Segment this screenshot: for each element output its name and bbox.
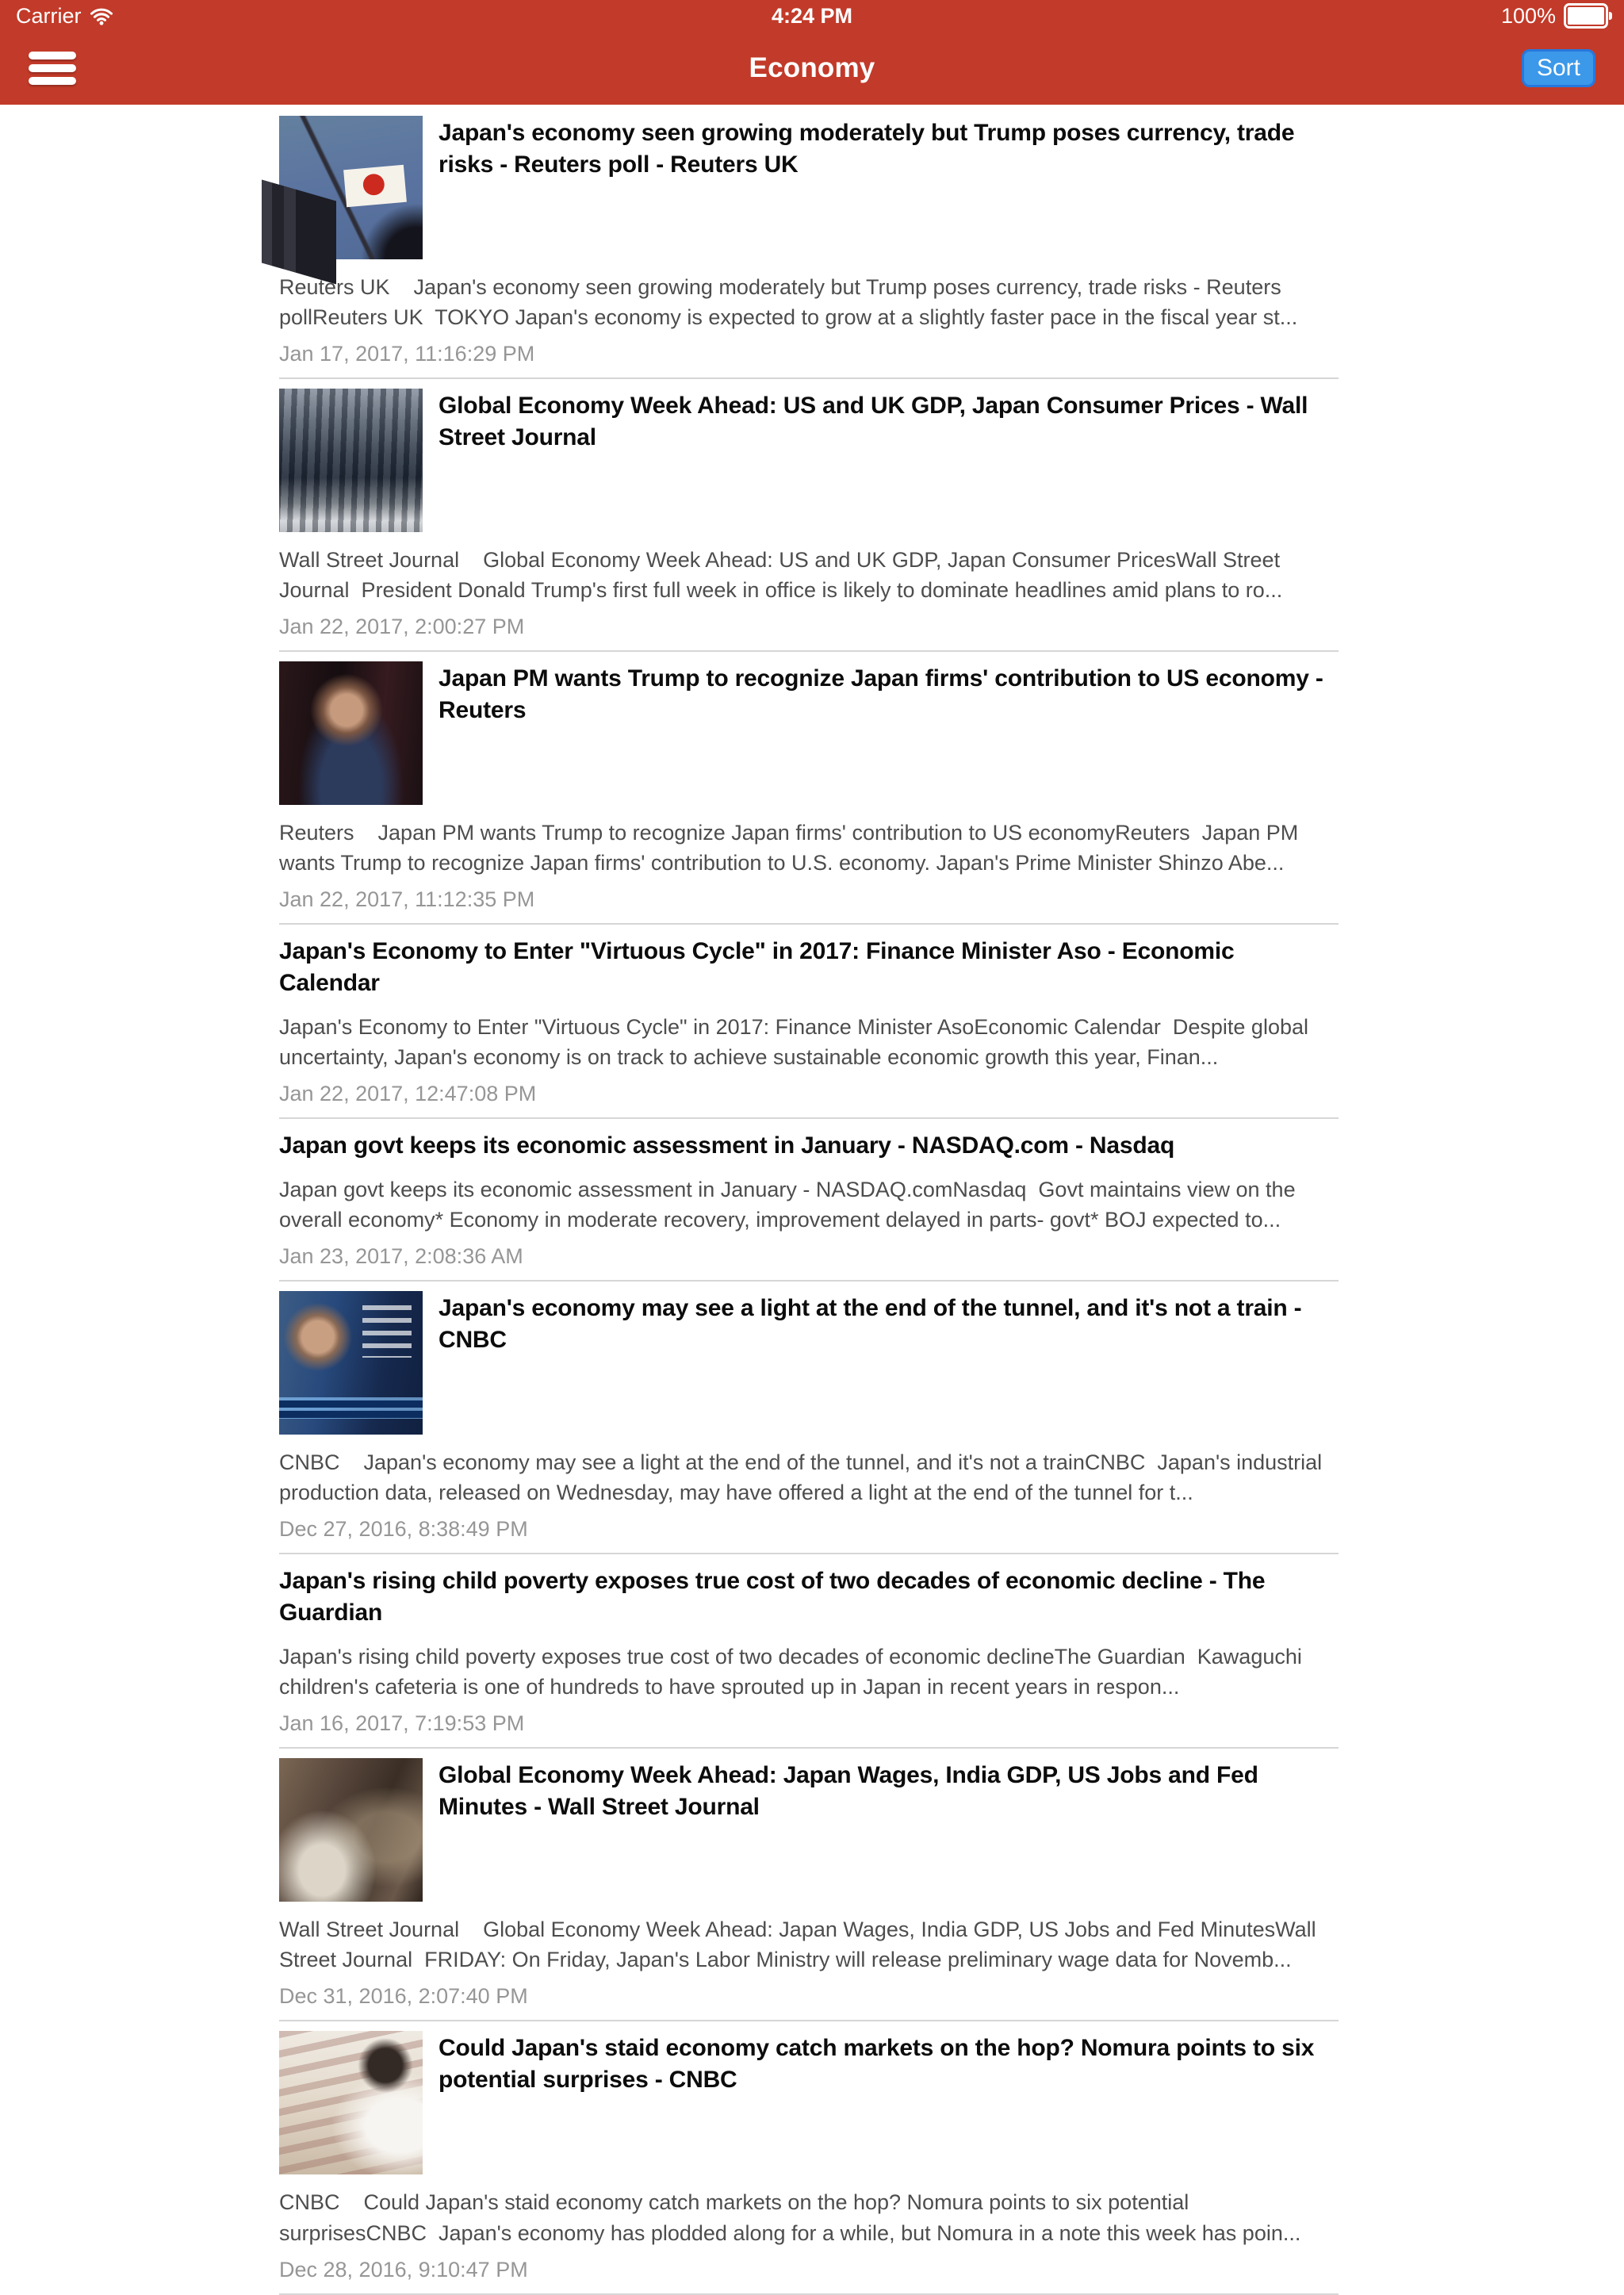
article-item[interactable] — [279, 106, 1339, 379]
article-row-top — [279, 1564, 1339, 1629]
shinzo-abe-portrait-photo — [279, 661, 423, 805]
article-date: Jan 17, 2017, 11:16:29 PM — [279, 342, 535, 366]
article-date: Dec 28, 2016, 9:10:47 PM — [279, 2257, 528, 2282]
battery-percent-label: 100% — [1500, 3, 1556, 28]
article-row-top — [279, 2031, 1339, 2174]
article-row-top — [279, 116, 1339, 259]
pedestrian-crowd-photo — [279, 389, 423, 532]
article-date: Jan 22, 2017, 2:00:27 PM — [279, 615, 525, 639]
article-summary: Wall Street Journal Global Economy Week Ahead: US and UK GDP, Japan Consumer PricesWall Street Journal President Donald Trump's first full week in office is likely to dominate headlines amid plans to ro... — [279, 548, 1286, 603]
article-item[interactable] — [279, 925, 1339, 1119]
article-item[interactable] — [279, 379, 1339, 652]
article-date: Dec 31, 2016, 2:07:40 PM — [279, 1984, 528, 2009]
article-list — [279, 105, 1339, 2295]
article-summary: Reuters Japan PM wants Trump to recognize Japan firms' contribution to US economyReuters Japan PM wants Trump to recognize Japan firms' contribution to U.S. economy. Japan's Prime Minister Shinzo Abe... — [279, 821, 1304, 875]
page-title: Economy — [749, 52, 875, 83]
article-date: Jan 16, 2017, 7:19:53 PM — [279, 1711, 525, 1736]
article-title: Global Economy Week Ahead: Japan Wages, India GDP, US Jobs and Fed Minutes - Wall Street Journal — [439, 1762, 1258, 1821]
japan-flag-and-crane-photo — [279, 116, 423, 259]
article-title: Japan's economy may see a light at the end of the tunnel, and it's not a train - CNBC — [439, 1295, 1302, 1354]
article-row-top — [279, 1291, 1339, 1435]
article-summary: CNBC Could Japan's staid economy catch markets on the hop? Nomura points to six potential surprisesCNBC Japan's economy has plodded along for a while, but Nomura in a note this week has poin... — [279, 2190, 1301, 2245]
shopper-at-store-shelf-photo — [279, 2031, 423, 2174]
article-item[interactable] — [279, 2021, 1339, 2294]
cnbc-tv-analyst-photo — [279, 1291, 423, 1435]
article-row-top — [279, 661, 1339, 805]
article-title: Japan's rising child poverty exposes true cost of two decades of economic decline - The Guardian — [279, 1568, 1266, 1626]
article-item[interactable] — [279, 1749, 1339, 2021]
article-row-top — [279, 1128, 1339, 1162]
article-summary: Japan's Economy to Enter "Virtuous Cycle" in 2017: Finance Minister AsoEconomic Calendar Despite global uncertainty, Japan's economy is on track to achieve sustainable economic growth this year, Finan... — [279, 1015, 1315, 1070]
article-row-top — [279, 1758, 1339, 1902]
factory-machinery-photo — [279, 1758, 423, 1902]
article-title: Could Japan's staid economy catch markets on the hop? Nomura points to six potential surprises - CNBC — [439, 2035, 1315, 2094]
article-summary: Japan govt keeps its economic assessment in January - NASDAQ.comNasdaq Govt maintains view on the overall economy* Economy in moderate recovery, improvement delayed in parts- govt* BOJ expected to... — [279, 1178, 1302, 1232]
article-date: Jan 23, 2017, 2:08:36 AM — [279, 1244, 523, 1269]
article-title: Japan's Economy to Enter "Virtuous Cycle" in 2017: Finance Minister Aso - Economic Calendar — [279, 938, 1235, 997]
battery-icon — [1564, 3, 1608, 29]
article-summary: Japan's rising child poverty exposes true cost of two decades of economic declineThe Guardian Kawaguchi children's cafeteria is one of hundreds to have sprouted up in Japan in recent years in respon... — [279, 1645, 1308, 1699]
row-divider — [279, 2293, 1339, 2295]
article-summary: CNBC Japan's economy may see a light at the end of the tunnel, and it's not a trainCNBC Japan's industrial production data, released on Wednesday, may have offered a light at the end of the tunnel for t... — [279, 1450, 1328, 1505]
article-title: Japan PM wants Trump to recognize Japan firms' contribution to US economy - Reuters — [439, 665, 1323, 724]
app-header — [0, 0, 1624, 105]
article-date: Dec 27, 2016, 8:38:49 PM — [279, 1517, 528, 1542]
article-item[interactable] — [279, 1554, 1339, 1749]
article-title: Japan's economy seen growing moderately but Trump poses currency, trade risks - Reuters poll - Reuters UK — [439, 120, 1295, 178]
status-bar — [0, 0, 1624, 32]
sort-button[interactable]: Sort — [1522, 49, 1595, 87]
article-summary: Wall Street Journal Global Economy Week Ahead: Japan Wages, India GDP, US Jobs and Fed MinutesWall Street Journal FRIDAY: On Friday, Japan's Labor Ministry will release preliminary wage data for Novemb... — [279, 1918, 1323, 1972]
article-row-top — [279, 934, 1339, 999]
article-item[interactable] — [279, 1282, 1339, 1554]
article-title: Japan govt keeps its economic assessment in January - NASDAQ.com - Nasdaq — [279, 1132, 1175, 1159]
nav-bar — [0, 32, 1624, 105]
article-item[interactable] — [279, 1119, 1339, 1282]
article-summary: Reuters UK Japan's economy seen growing moderately but Trump poses currency, trade risks - Reuters pollReuters UK TOKYO Japan's economy is expected to grow at a slightly faster pace in the fiscal year st... — [279, 275, 1298, 330]
article-item[interactable] — [279, 652, 1339, 925]
carrier-label: Carrier — [16, 3, 82, 28]
hamburger-menu-icon[interactable] — [29, 52, 76, 85]
article-row-top — [279, 389, 1339, 532]
article-date: Jan 22, 2017, 11:12:35 PM — [279, 887, 535, 912]
article-date: Jan 22, 2017, 12:47:08 PM — [279, 1082, 537, 1106]
status-time: 4:24 PM — [771, 3, 853, 28]
article-title: Global Economy Week Ahead: US and UK GDP, Japan Consumer Prices - Wall Street Journal — [439, 393, 1308, 451]
